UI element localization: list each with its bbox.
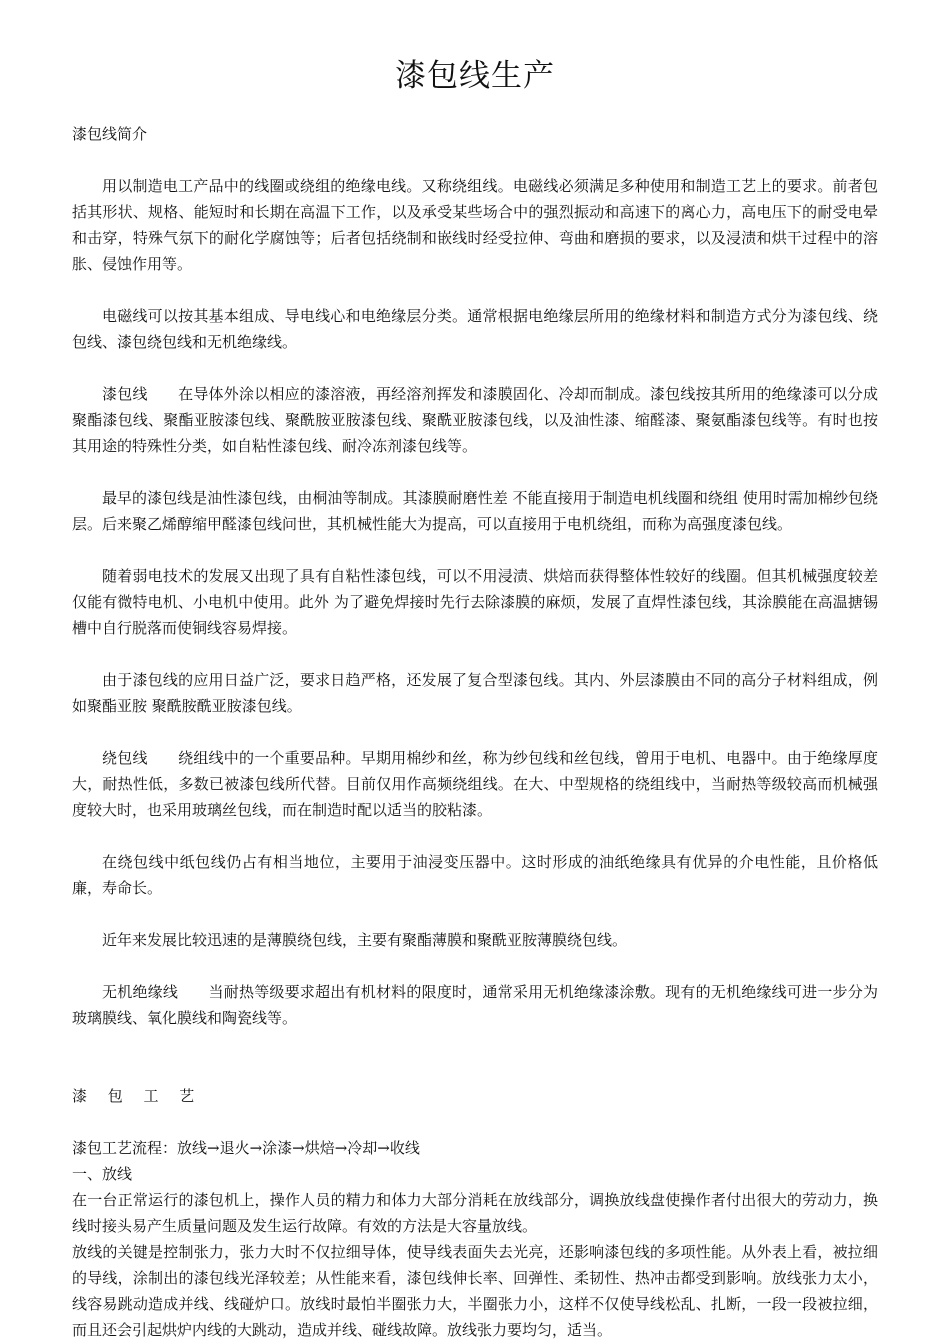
paragraph: 放线的关键是控制张力，张力大时不仅拉细导体，使导线表面失去光亮，还影响漆包线的多项性能。从外表上看，被拉细的导线，涂制出的漆包线光泽较差；从性能来看，漆包线伸长率、回弹性、柔韧性、热冲击都受到影响。放线张力太小，线容易跳动造成并线、线碰炉口。放线时最怕半圈张力大，半圈张力小，这样不仅使导线松乱、扎断，一段一段被拉细，而且还会引起烘炉内线的大跳动，造成并线、碰线故障。放线张力要均匀，适当。 [72,1243,878,1339]
paragraph: 随着弱电技术的发展又出现了具有自粘性漆包线，可以不用浸渍、烘焙而获得整体性较好的线圈。但其机械强度较差 仅能有微特电机、小电机中使用。此外 为了避免焊接时先行去除漆膜的麻烦，发展了直焊性漆包线，其涂膜能在高温搪锡槽中自行脱落而使铜线容易焊接。 [72,567,878,637]
paragraph: 绕包线 绕组线中的一个重要品种。早期用棉纱和丝，称为纱包线和丝包线，曾用于电机、电器中。由于绝缘厚度大，耐热性低，多数已被漆包线所代替。目前仅用作高频绕组线。在大、中型规格的绕组线中，当耐热等级较高而机械强度较大时，也采用玻璃丝包线，而在制造时配以适当的胶粘漆。 [72,749,878,819]
section-title: 一、放线 [72,1165,133,1183]
spacer [72,355,878,381]
spacer [72,1109,878,1135]
paragraph: 用以制造电工产品中的线圈或绕组的绝缘电线。又称绕组线。电磁线必须满足多种使用和制造工艺上的要求。前者包括其形状、规格、能短时和长期在高温下工作，以及承受某些场合中的强烈振动和高速下的离心力，高电压下的耐受电晕和击穿，特殊气氛下的耐化学腐蚀等；后者包括绕制和嵌线时经受拉伸、弯曲和磨损的要求，以及浸渍和烘干过程中的溶胀、侵蚀作用等。 [72,177,878,273]
process-heading: 漆 包 工 艺 [72,1087,203,1105]
spacer [72,719,878,745]
page-title: 漆包线生产 [395,58,555,94]
paragraph: 无机绝缘线 当耐热等级要求超出有机材料的限度时，通常采用无机绝缘漆涂敷。现有的无机绝缘线可进一步分为玻璃膜线、氧化膜线和陶瓷线等。 [72,983,878,1027]
paragraph: 在绕包线中纸包线仍占有相当地位，主要用于油浸变压器中。这时形成的油纸绝缘具有优异的介电性能，且价格低廉，寿命长。 [72,853,878,897]
process-flow: 漆包工艺流程：放线→退火→涂漆→烘焙→冷却→收线 [72,1139,420,1157]
spacer [72,901,878,927]
spacer [72,823,878,849]
spacer [72,641,878,667]
paragraph: 最早的漆包线是油性漆包线，由桐油等制成。其漆膜耐磨性差 不能直接用于制造电机线圈和绕组 使用时需加棉纱包绕层。后来聚乙烯醇缩甲醛漆包线问世，其机械性能大为提高，可以直接用于电机绕组，而称为高强度漆包线。 [72,489,878,533]
paragraph: 由于漆包线的应用日益广泛，要求日趋严格，还发展了复合型漆包线。其内、外层漆膜由不同的高分子材料组成，例如聚酯亚胺 聚酰胺酰亚胺漆包线。 [72,671,878,715]
spacer [72,147,878,173]
spacer [72,537,878,563]
spacer [72,277,878,303]
paragraph: 在一台正常运行的漆包机上，操作人员的精力和体力大部分消耗在放线部分，调换放线盘使操作者付出很大的劳动力，换线时接头易产生质量问题及发生运行故障。有效的方法是大容量放线。 [72,1191,878,1235]
paragraph: 电磁线可以按其基本组成、导电线心和电绝缘层分类。通常根据电绝缘层所用的绝缘材料和制造方式分为漆包线、绕包线、漆包绕包线和无机绝缘线。 [72,307,878,351]
spacer [72,953,878,979]
paragraph: 近年来发展比较迅速的是薄膜绕包线，主要有聚酯薄膜和聚酰亚胺薄膜绕包线。 [102,931,628,949]
spacer [72,459,878,485]
paragraph: 漆包线 在导体外涂以相应的漆溶液，再经溶剂挥发和漆膜固化、冷却而制成。漆包线按其所用的绝缘漆可以分成聚酯漆包线、聚酯亚胺漆包线、聚酰胺亚胺漆包线、聚酰亚胺漆包线，以及油性漆、缩醛漆、聚氨酯漆包线等。有时也按其用途的特殊性分类，如自粘性漆包线、耐冷冻剂漆包线等。 [72,385,878,455]
spacer [72,1031,878,1083]
intro-heading: 漆包线简介 [72,125,148,143]
